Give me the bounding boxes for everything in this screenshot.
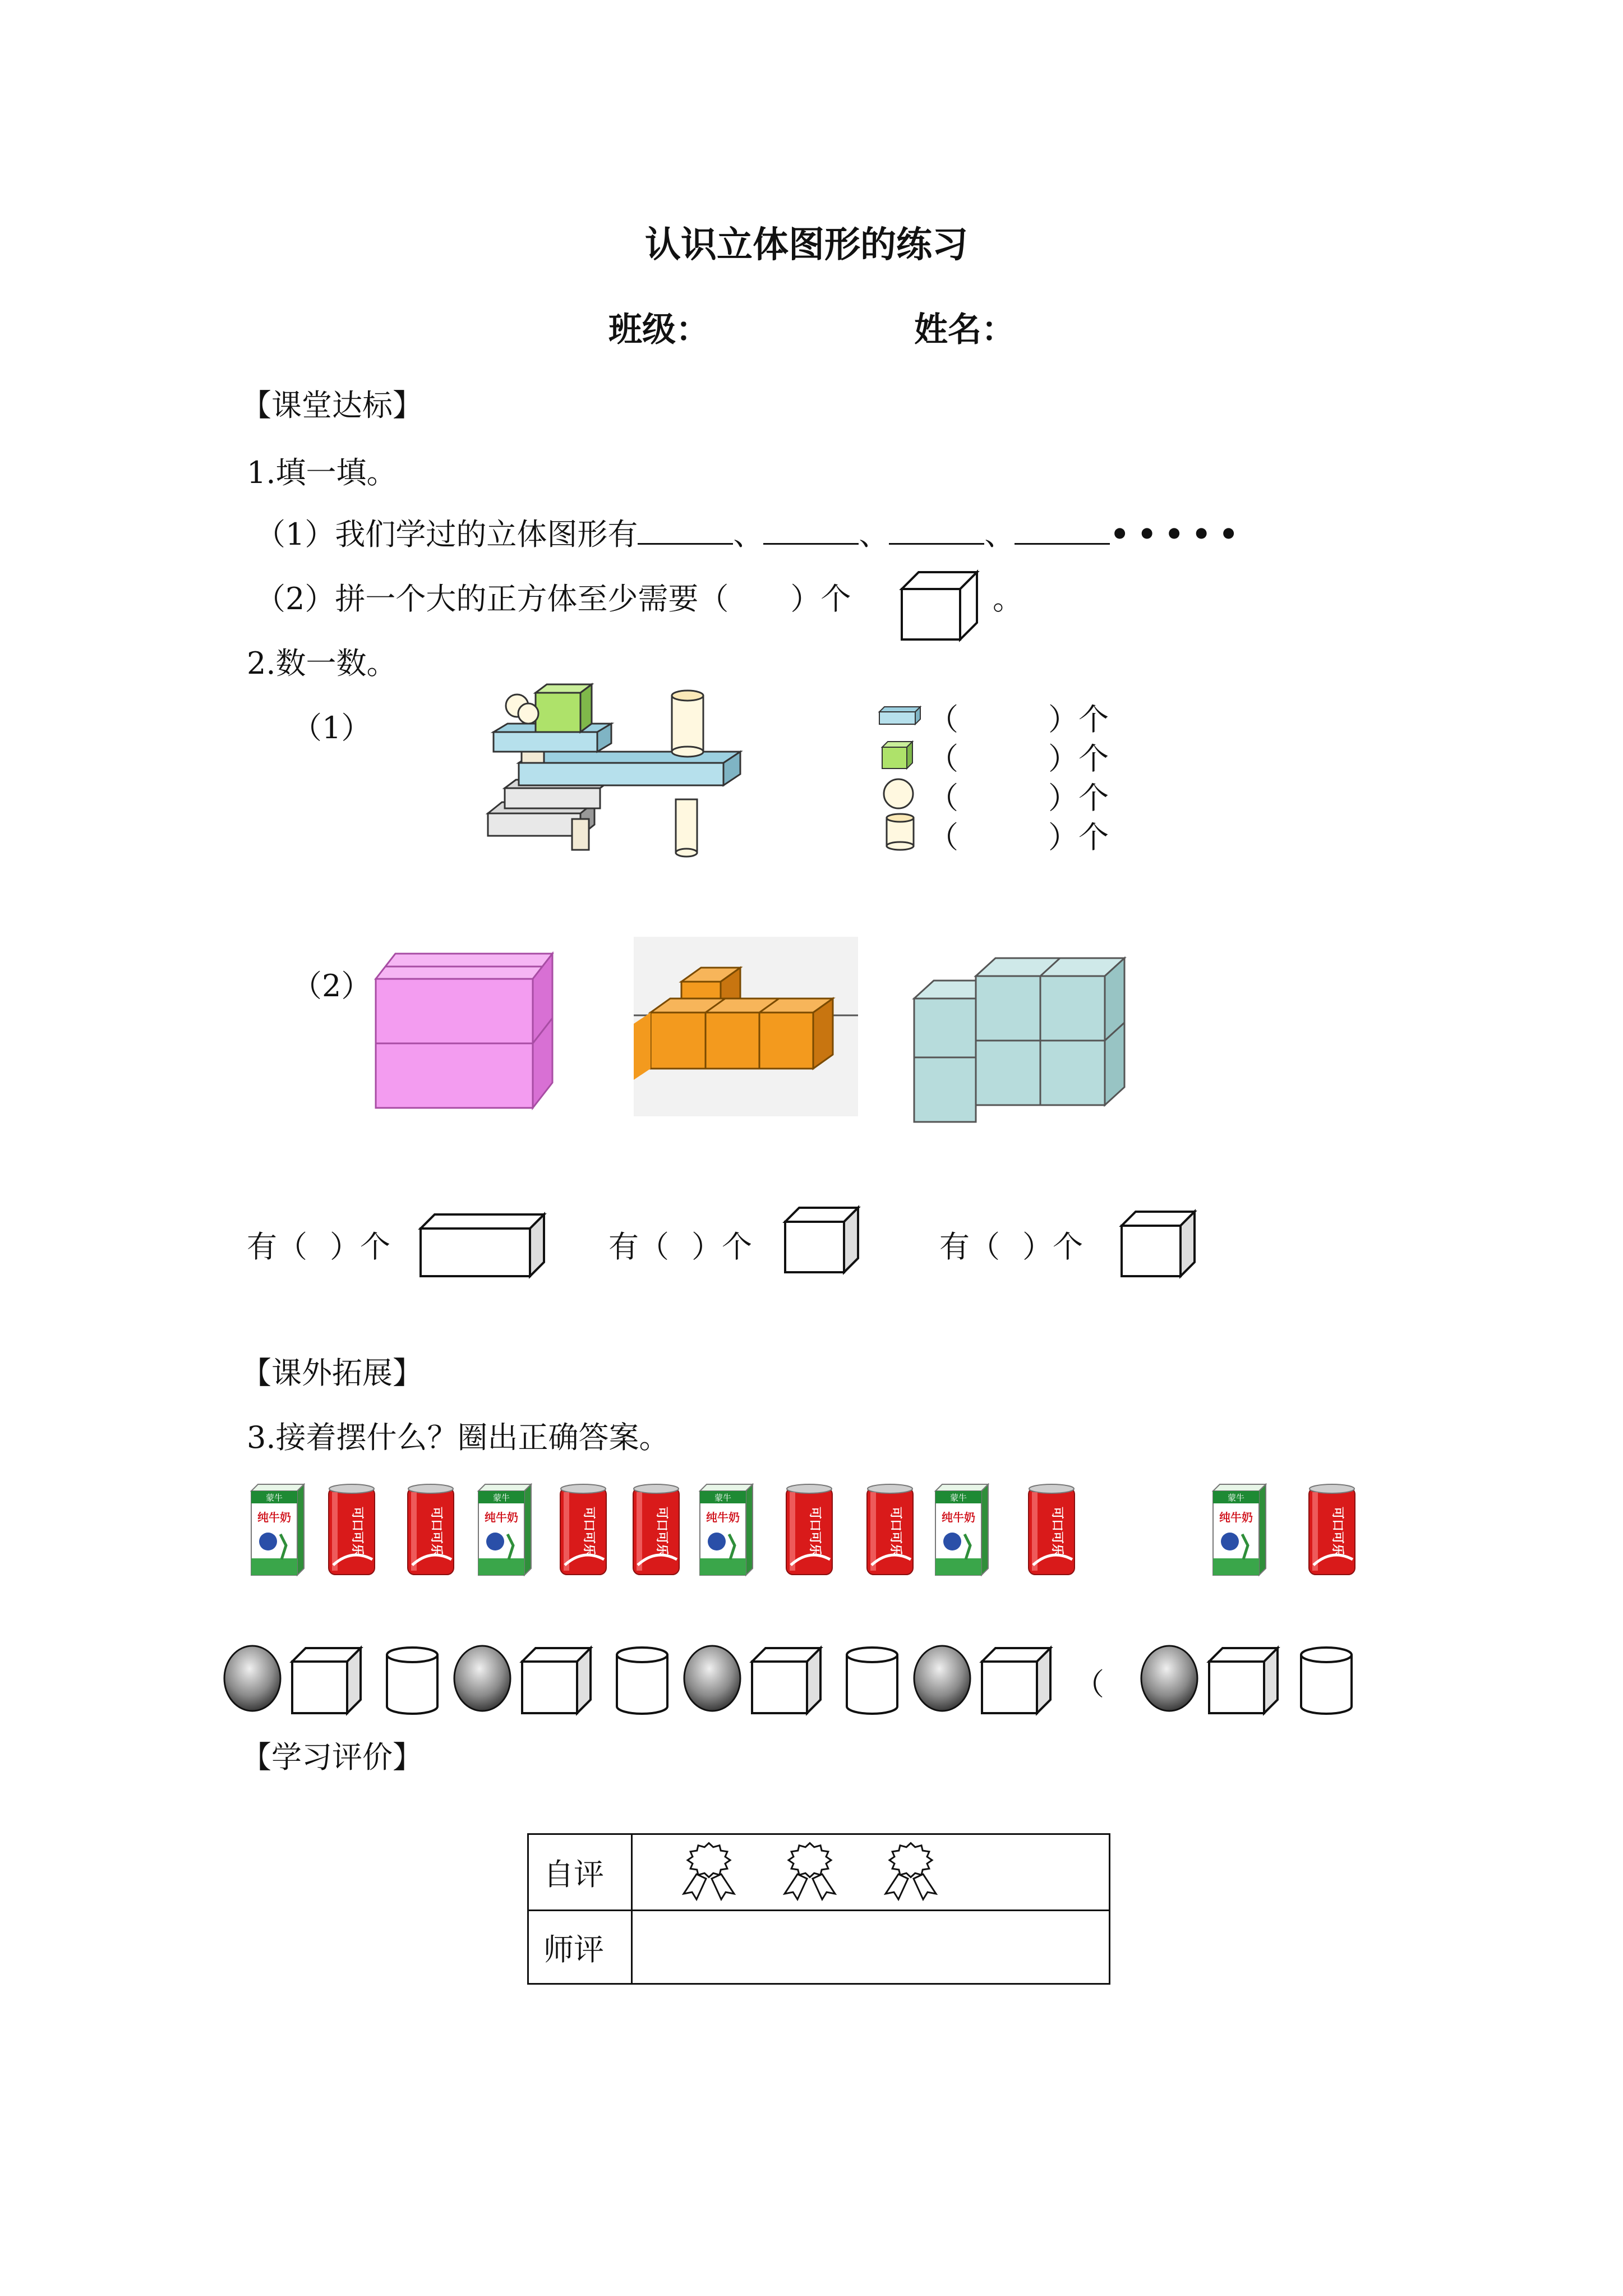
cola-can-icon	[1301, 1481, 1363, 1579]
q2-part-2-label: （2）	[292, 968, 372, 1004]
cylinder-icon	[1295, 1644, 1368, 1717]
answer-blank-3[interactable]	[889, 517, 984, 545]
q1-p2-end: 。	[993, 581, 1023, 616]
svg-text:可口可乐: 可口可乐	[654, 1506, 668, 1557]
q2-part-1-label: （1）	[292, 710, 372, 746]
cube-icon	[749, 1644, 822, 1717]
q1-p2-prefix: （2）拼一个大的正方体至少需要（	[255, 581, 729, 616]
question-1-part-1	[255, 510, 1246, 554]
class-label: 班级：	[608, 310, 709, 349]
section-heading-evaluation: 【学习评价】	[241, 1740, 423, 1775]
separator: 、	[984, 517, 1015, 552]
cola-can-icon	[400, 1481, 462, 1579]
separator: 、	[733, 517, 764, 552]
sphere-icon	[451, 1644, 524, 1717]
svg-text:纯牛奶: 纯牛奶	[1219, 1511, 1253, 1524]
building-blocks-figure	[482, 679, 751, 858]
svg-text:蒙牛: 蒙牛	[714, 1493, 732, 1503]
page-title: 认识立体图形的练习	[645, 224, 968, 266]
svg-text:可口可乐: 可口可乐	[1330, 1506, 1344, 1557]
ellipsis: •••••	[1110, 516, 1246, 552]
svg-text:可口可乐: 可口可乐	[429, 1506, 443, 1557]
cube-icon	[979, 1644, 1052, 1717]
milk-carton-icon	[1209, 1481, 1270, 1579]
sphere-icon	[681, 1644, 754, 1717]
section-heading-classroom: 【课堂达标】	[241, 388, 423, 423]
milk-carton-icon	[247, 1481, 308, 1579]
cylinder-icon	[611, 1644, 684, 1717]
svg-text:可口可乐: 可口可乐	[350, 1506, 364, 1557]
svg-text:可口可乐: 可口可乐	[582, 1506, 596, 1557]
choice-paren: （	[1074, 1667, 1104, 1702]
svg-text:可口可乐: 可口可乐	[808, 1506, 822, 1557]
sphere-icon	[222, 1644, 294, 1717]
self-eval-label: 自评	[528, 1834, 632, 1911]
svg-text:纯牛奶: 纯牛奶	[942, 1511, 975, 1524]
q1-p1-prefix: （1）我们学过的立体图形有	[255, 517, 638, 552]
question-2-heading: 2.数一数。	[247, 646, 397, 681]
answer-2: 有（ ）个	[608, 1229, 752, 1264]
sphere-icon	[911, 1644, 984, 1717]
milk-carton-icon	[695, 1481, 757, 1579]
question-3-heading: 3.接着摆什么？圈出正确答案。	[247, 1420, 670, 1455]
award-badge-icon[interactable]	[886, 1843, 936, 1899]
orange-cubes-figure	[634, 937, 858, 1116]
svg-text:可口可乐: 可口可乐	[1050, 1506, 1064, 1557]
svg-text:纯牛奶: 纯牛奶	[257, 1511, 291, 1524]
cola-can-icon	[321, 1481, 382, 1579]
award-badges	[647, 1835, 961, 1902]
teacher-eval-row	[528, 1911, 1110, 1984]
teacher-eval-cell[interactable]	[632, 1911, 1110, 1984]
svg-text:蒙牛: 蒙牛	[1227, 1493, 1245, 1503]
pink-prism-figure	[373, 948, 558, 1116]
evaluation-table	[527, 1833, 1110, 1985]
count-row-4: （ ）个	[928, 820, 1109, 855]
answer-blank-1[interactable]	[638, 517, 733, 545]
cylinder-icon	[381, 1644, 454, 1717]
svg-text:纯牛奶: 纯牛奶	[706, 1511, 740, 1524]
cube-icon	[1206, 1644, 1279, 1717]
sphere-icon	[882, 777, 915, 811]
sphere-icon	[1138, 1644, 1211, 1717]
svg-text:纯牛奶: 纯牛奶	[485, 1511, 518, 1524]
award-badge-icon[interactable]	[785, 1843, 835, 1899]
answer-blank-4[interactable]	[1015, 517, 1110, 545]
answer-3: 有（ ）个	[939, 1229, 1083, 1264]
count-row-2: （ ）个	[928, 741, 1109, 776]
cylinder-icon	[883, 812, 917, 852]
svg-text:蒙牛: 蒙牛	[265, 1493, 283, 1503]
svg-text:蒙牛: 蒙牛	[949, 1493, 967, 1503]
teacher-eval-label: 师评	[528, 1911, 632, 1984]
cola-can-icon	[778, 1481, 840, 1579]
award-badge-icon[interactable]	[684, 1843, 734, 1899]
cola-can-icon	[625, 1481, 687, 1579]
teal-cubes-figure	[911, 954, 1147, 1133]
name-label: 姓名：	[914, 310, 1015, 349]
answer-1: 有（ ）个	[247, 1229, 390, 1264]
cola-can-icon	[859, 1481, 921, 1579]
count-row-3: （ ）个	[928, 780, 1109, 816]
svg-text:蒙牛: 蒙牛	[492, 1493, 510, 1503]
self-eval-row	[528, 1834, 1110, 1911]
q1-p2-suffix: ）个	[790, 581, 851, 616]
section-heading-extension: 【课外拓展】	[241, 1355, 423, 1391]
cube-icon	[897, 567, 981, 642]
cube-icon	[519, 1644, 592, 1717]
cube-icon	[289, 1644, 362, 1717]
svg-text:可口可乐: 可口可乐	[888, 1506, 902, 1557]
milk-carton-icon	[931, 1481, 993, 1579]
slab-icon	[878, 704, 923, 726]
cube-icon	[1119, 1209, 1197, 1279]
cola-can-icon	[1021, 1481, 1082, 1579]
question-1-heading: 1.填一填。	[247, 455, 397, 490]
self-eval-badges[interactable]	[632, 1834, 1110, 1911]
separator: 、	[859, 517, 889, 552]
cylinder-icon	[841, 1644, 914, 1717]
count-row-1: （ ）个	[928, 702, 1109, 737]
green-cube-icon	[880, 739, 914, 770]
rectangular-prism-icon	[418, 1212, 547, 1279]
cola-can-icon	[552, 1481, 614, 1579]
milk-carton-icon	[474, 1481, 536, 1579]
cube-icon	[782, 1205, 861, 1275]
answer-blank-2[interactable]	[763, 517, 859, 545]
question-1-part-2	[255, 575, 851, 618]
